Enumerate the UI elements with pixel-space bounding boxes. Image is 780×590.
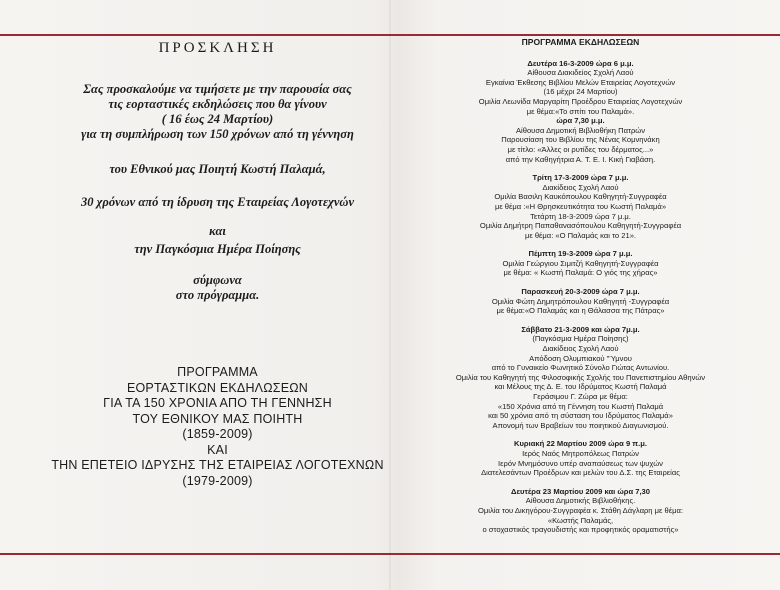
event-detail-line: Ιερός Ναός Μητροπόλεως Πατρών (522, 448, 639, 458)
festival-line: (1979-2009) (182, 473, 253, 488)
event-detail-line: Διακίδειος Σχολή Λαού (542, 344, 619, 354)
event-detail-line: «Κωστής Παλαμάς, (547, 515, 614, 525)
invitation-line: τις εορταστικές εκδηλώσεις που θα γίνουν (108, 97, 327, 111)
event-block (418, 487, 743, 535)
event-detail-line: Διατελεσάντων Προέδρων και μελών του Δ.Σ. της Εταιρείας (481, 468, 680, 478)
event-date-heading: ώρα 7,30 μ.μ. (556, 116, 605, 126)
event-detail-line: με θέμα: « Κωστή Παλαμά: Ο γιός της χήρας» (503, 268, 658, 278)
festival-line: (1859-2009) (182, 427, 253, 441)
event-detail-line: από το Γυναικείο Φωνητικό Σύνολο Γιώτας Αντωνίου. (491, 363, 670, 373)
according-line: σύμφωνα (193, 273, 242, 287)
event-detail-line: ο στοχαστικός τραγουδιστής και προφητικός οραματιστής» (482, 525, 679, 535)
event-block (418, 59, 743, 117)
and-word: και (209, 224, 226, 238)
event-detail-line: με θέμα: «Ο Παλαμάς και το 21». (524, 230, 637, 240)
event-detail-line: Διακίδειος Σχολή Λαού (542, 182, 619, 192)
event-detail-line: Τετάρτη 18-3-2009 ώρα 7 μ.μ. (530, 211, 631, 221)
festival-program-heading (40, 365, 395, 489)
event-detail-line: Ομιλία Φώτη Δημητρόπουλου Καθηγητή -Συγγραφέα (491, 296, 670, 306)
according-line: στο πρόγραμμα. (175, 288, 260, 302)
invitation-line: Σας προσκαλούμε να τιμήσετε με την παρουσία σας (83, 82, 352, 96)
event-detail-line: Ομιλία του Δικηγόρου-Συγγραφέα κ. Στάθη Δάγλαρη με θέμα: (477, 505, 683, 515)
event-block (418, 439, 743, 477)
poetry-day-line: την Παγκόσμια Ημέρα Ποίησης (134, 242, 301, 256)
event-detail-line: (16 μέχρι 24 Μαρτίου) (543, 87, 618, 97)
events-list (418, 59, 743, 535)
event-detail-line: Απόδοση Ολυμπιακού "Ύμνου (529, 353, 632, 363)
event-detail-line: με θέμα:«Ο Παλαμάς και η Θάλασσα της Πάτρας» (496, 306, 665, 316)
event-detail-line: (Παγκόσμια Ημέρα Ποίησης) (532, 334, 629, 344)
event-block (418, 116, 743, 164)
invitation-paragraph (40, 82, 395, 142)
event-detail-line: Ομιλία Λεωνίδα Μαργαρίτη Προέδρου Εταιρείας Λογοτεχνών (478, 96, 683, 106)
invitation-title: ΠΡΟΣΚΛΗΣΗ (158, 40, 277, 56)
festival-line: ΕΟΡΤΑΣΤΙΚΩΝ ΕΚΔΗΛΩΣΕΩΝ (126, 380, 309, 395)
event-detail-line: Ιερόν Μνημόσυνο υπέρ αναπαύσεως των ψυχών (498, 458, 663, 468)
festival-line: ΓΙΑ ΤΑ 150 ΧΡΟΝΙΑ ΑΠΟ ΤΗ ΓΕΝΝΗΣΗ (103, 396, 332, 410)
event-date-heading: Δευτέρα 16-3-2009 ώρα 6 μ.μ. (527, 58, 634, 68)
event-detail-line: Ομιλία του Καθηγητή της Φιλοσοφικής Σχολής του Πανεπιστημίου Αθηνών (455, 372, 706, 382)
festival-line: ΤΗΝ ΕΠΕΤΕΙΟ ΙΔΡΥΣΗΣ ΤΗΣ ΕΤΑΙΡΕΙΑΣ ΛΟΓΟΤΕΧΝΩΝ (51, 458, 384, 472)
event-detail-line: με τίτλο: «Άλλες οι ρυτίδες του δέρματος...» (507, 144, 654, 154)
event-detail-line: Ομιλία Δημήτρη Παπαθανασόπουλου Καθηγητή-Συγγραφέα (479, 221, 682, 231)
event-date-heading: Σάββατο 21-3-2009 και ώρα 7μ.μ. (521, 324, 640, 334)
event-detail-line: από την Καθηγήτρια Α. Τ. Ε. Ι. Κική Γιαβάση. (505, 154, 656, 164)
event-block (418, 287, 743, 316)
event-date-heading: Τρίτη 17-3-2009 ώρα 7 μ.μ. (532, 173, 629, 183)
event-detail-line: «150 Χρόνια από τη Γέννηση του Κωστή Παλαμά (497, 401, 664, 411)
event-detail-line: Αίθουσα Δημοτικής Βιβλιοθήκης. (525, 496, 636, 506)
event-block (418, 325, 743, 431)
event-date-heading: Κυριακή 22 Μαρτίου 2009 ώρα 9 π.μ. (514, 439, 647, 449)
event-detail-line: Απονομή των Βραβείων του ποιητικού Διαγωνισμού. (492, 420, 669, 430)
event-detail-line: Ομιλία Βασιλη Καυκόπουλου Καθηγητή-Συγγραφέα (494, 192, 667, 202)
event-date-heading: Παρασκευή 20-3-2009 ώρα 7 μ.μ. (521, 287, 640, 297)
event-detail-line: με θέμα :«Η Θρησκευτικότητα του Κωστή Παλαμά» (494, 201, 667, 211)
event-detail-line: Αίθουσα Διακιδείος Σχολή Λαού (527, 68, 634, 78)
event-detail-line: Αίθουσα Δημοτική Βιβλιοθήκη Πατρών (515, 125, 646, 135)
invitation-line: ( 16 έως 24 Μαρτίου) (161, 112, 274, 126)
event-detail-line: Παρουσίαση του Βιβλίου της Νένας Κομνηνάκη (501, 135, 660, 145)
event-block (418, 249, 743, 278)
event-detail-line: Εγκαίνια Έκθεσης Βιβλίου Μελών Εταιρείας Λογοτεχνών (485, 77, 676, 87)
poet-line: του Εθνικού μας Ποιητή Κωστή Παλαμά, (109, 162, 326, 176)
event-detail-line: Γεράσιμου Γ. Ζώρα με θέμα: (533, 392, 628, 401)
event-block (418, 173, 743, 240)
event-date-heading: Πέμπτη 19-3-2009 ώρα 7 μ.μ. (528, 249, 633, 259)
events-program-panel (418, 38, 743, 544)
event-detail-line: και Μέλους της Δ. Ε. του Ιδρύματος Κωστή Παλαμά (494, 382, 667, 392)
festival-line: ΤΟΥ ΕΘΝΙΚΟΥ ΜΑΣ ΠΟΙΗΤΗ (132, 411, 303, 426)
invitation-line: για τη συμπλήρωση των 150 χρόνων από τη γέννηση (81, 127, 354, 141)
festival-line: ΠΡΟΓΡΑΜΜΑ (177, 365, 258, 379)
event-detail-line: και 50 χρόνια από τη σύσταση του Ιδρύματος Παλαμά» (488, 411, 673, 421)
years-line: 30 χρόνων από τη ίδρυση της Εταιρείας Λογοτεχνών (80, 195, 355, 209)
festival-line: ΚΑΙ (207, 442, 228, 457)
invitation-panel (40, 36, 395, 489)
event-detail-line: με θέμα:«Το σπίτι του Παλαμά». (526, 106, 635, 116)
event-detail-line: Ομιλία Γεώργιου Σιμιτζή Καθηγητή-Συγγραφέα (502, 258, 659, 268)
according-text (40, 273, 395, 303)
events-program-title: ΠΡΟΓΡΑΜΜΑ ΕΚΔΗΛΩΣΕΩΝ (521, 37, 640, 47)
event-date-heading: Δευτέρα 23 Μαρτίου 2009 και ώρα 7,30 (510, 486, 651, 496)
